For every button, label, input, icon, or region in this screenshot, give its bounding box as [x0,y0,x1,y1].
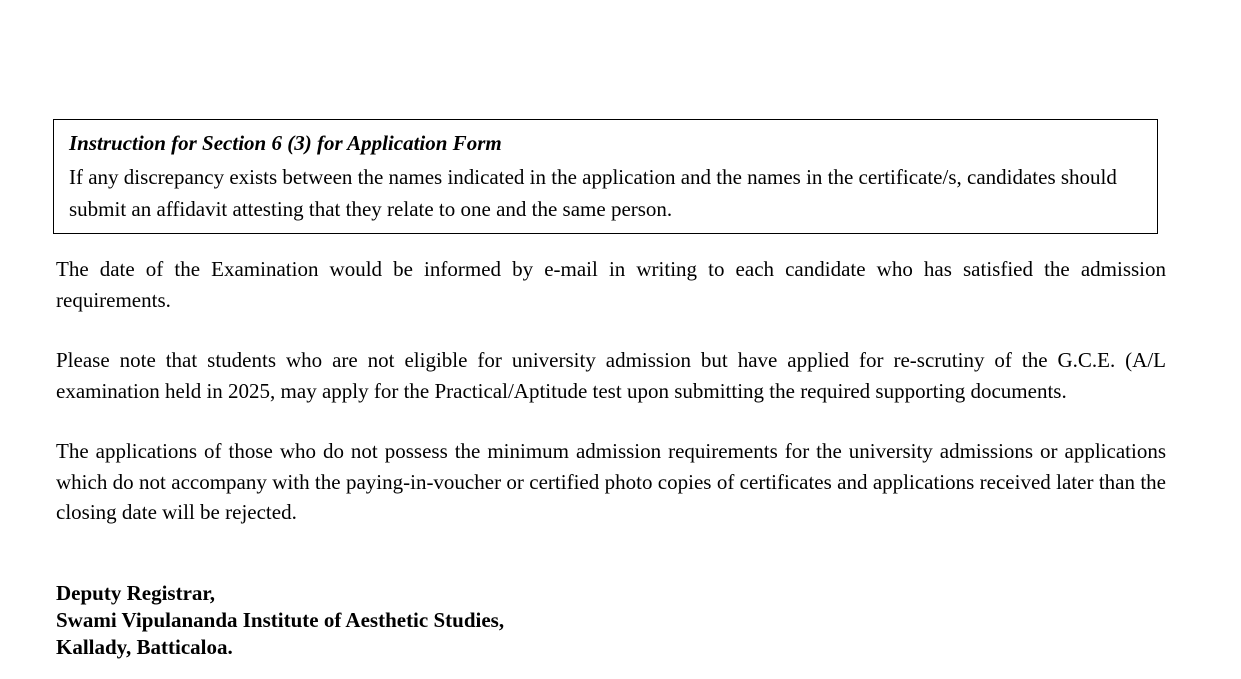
paragraph-rescrutiny-note: Please note that students who are not eligible for university admission but have applied for re-scrutiny of the G.C.E. (A/L examination held in 2025, may apply for the Practical/Aptitude test upon submitting the required supporting documents. [56,348,1166,403]
instruction-box [53,119,1158,234]
paragraph-exam-date: The date of the Examination would be informed by e-mail in writing to each candidate who has satisfied the admission requirements. [56,257,1166,312]
signature-title: Deputy Registrar, [56,581,216,605]
signature-institute: Swami Vipulananda Institute of Aesthetic Studies, [56,608,505,632]
paragraph-rejection-policy: The applications of those who do not possess the minimum admission requirements for the university admissions or applications which do not accompany with the paying-in-voucher or certified photo copies of certificates and applications received later than the closing date will be rejected. [56,439,1166,524]
signature-location: Kallady, Batticaloa. [56,635,233,659]
instruction-body: If any discrepancy exists between the names indicated in the application and the names in the certificate/s, candidates should submit an affidavit attesting that they relate to one and the same person. [69,165,1117,221]
instruction-title: Instruction for Section 6 (3) for Application Form [69,131,502,155]
signature-block [56,580,504,661]
